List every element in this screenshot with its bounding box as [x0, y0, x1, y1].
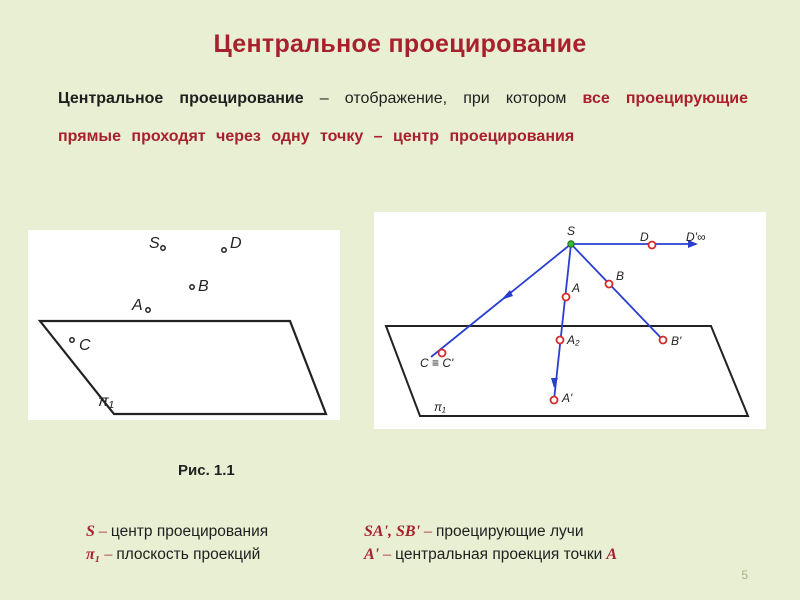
right-point-b [606, 281, 613, 288]
left-label-a: A [132, 297, 143, 314]
ray-s-a [554, 244, 571, 400]
right-label-a2: A₂ [567, 333, 580, 347]
definition-connector: – отображение, при котором [303, 90, 583, 107]
right-label-a: A [572, 281, 581, 295]
left-label-s: S [149, 235, 160, 252]
right-point-b-prime [660, 337, 667, 344]
left-point-b [190, 285, 194, 289]
left-label-b: B [198, 278, 209, 295]
right-label-b-prime: B' [671, 334, 682, 348]
definition-term: Центральное проецирование [58, 90, 304, 107]
ray-s-c [431, 244, 571, 357]
legend-dash: – [420, 523, 437, 540]
left-point-c [70, 338, 74, 342]
right-label-c: C ≡ C' [420, 356, 454, 370]
page-number: 5 [741, 568, 748, 582]
left-point-s [161, 246, 165, 250]
right-label-d-inf: D'∞ [686, 230, 706, 244]
legend-dash: – [94, 523, 111, 540]
left-label-d: D [230, 235, 242, 252]
legend-text: проецирующие лучи [436, 523, 584, 540]
legend-dash: – [379, 546, 396, 563]
legend-text: плоскость проекций [116, 546, 261, 563]
legend-text: центральная проекция точки [395, 546, 603, 563]
right-point-a-prime [551, 397, 558, 404]
left-point-a [146, 308, 150, 312]
ray-a-arrow [551, 378, 558, 388]
legend-item-center [86, 520, 268, 543]
definition-text [58, 80, 748, 156]
legend-symbol: S [86, 523, 95, 540]
right-label-a-prime: A' [562, 391, 573, 405]
right-label-s: S [567, 224, 576, 238]
right-figure-svg [374, 212, 766, 429]
legend-symbol: A' [364, 546, 380, 563]
definition-rest: все проецирующие прямые проходят через одну точку – центр проецирования [58, 90, 749, 145]
right-point-s [568, 241, 574, 247]
legend-suffix: A [606, 546, 618, 563]
left-label-c: C [79, 337, 91, 354]
left-plane-label: π₁ [98, 393, 114, 410]
legend-text: центр проецирования [110, 523, 269, 540]
right-point-d [649, 242, 656, 249]
right-label-d: D [640, 230, 649, 244]
right-label-b: B [616, 269, 625, 283]
left-plane [40, 321, 326, 414]
left-figure-svg [28, 230, 340, 420]
legend-item-projection [364, 543, 617, 566]
slide-title: Центральное проецирование [213, 30, 587, 58]
legend-symbol: π₁ [86, 546, 101, 563]
left-figure-panel [28, 230, 340, 420]
legend-item-plane [86, 543, 260, 566]
right-point-a2 [557, 337, 564, 344]
left-point-d [222, 248, 226, 252]
legend-item-rays [364, 520, 584, 543]
right-plane-label: π₁ [434, 400, 446, 414]
legend-dash: – [100, 546, 117, 563]
right-point-a [563, 294, 570, 301]
right-figure-panel [374, 212, 766, 429]
figure-caption: Рис. 1.1 [178, 462, 235, 479]
legend-symbol: SA', SB' [364, 523, 421, 540]
